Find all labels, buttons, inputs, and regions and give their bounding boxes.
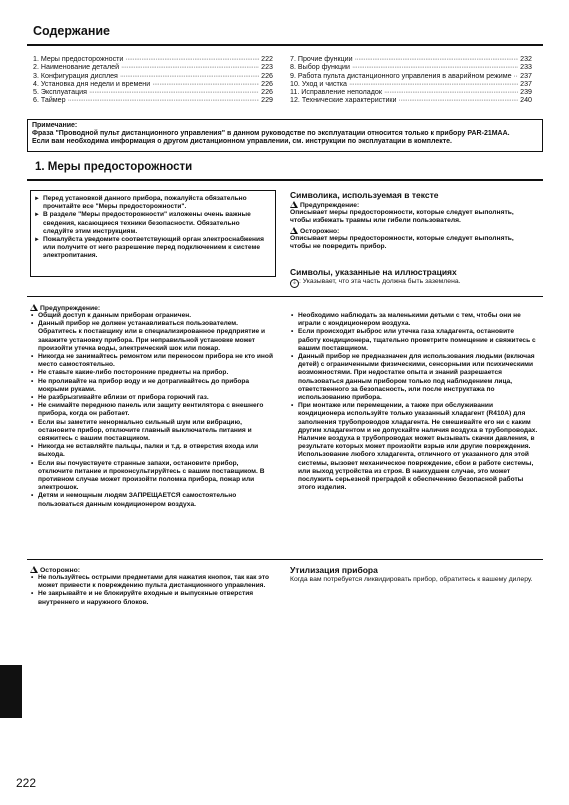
toc-entry: [290, 96, 532, 104]
divider-2: [27, 559, 543, 560]
toc-right: [290, 55, 532, 105]
toc-entry-label: 4. Установка дня недели и времени: [33, 79, 151, 88]
toc-entry-label: 1. Меры предосторожности: [33, 55, 124, 63]
toc-entry-page: 222: [261, 55, 273, 63]
toc-leader-dots: [352, 63, 518, 71]
toc-entry-label: 2. Наименование деталей: [33, 63, 120, 72]
toc-entry-label: 7. Прочие функции: [290, 55, 353, 63]
list-item: ► Перед установкой данного прибора, пожалуйста обязательно прочитайте все "Меры предосторожности".: [34, 195, 270, 211]
list-item: • Не проливайте на прибор воду и не дотрагивайтесь до прибора мокрыми руками.: [30, 378, 274, 394]
page-title: Содержание: [33, 24, 111, 38]
toc-entry-page: 229: [261, 96, 273, 105]
toc-entry-label: 12. Технические характеристики: [290, 96, 397, 105]
toc-entry: [290, 55, 532, 63]
caution-triangle-icon: [290, 227, 298, 234]
toc-leader-dots: [120, 72, 259, 80]
toc-entry-label: 6. Таймер: [33, 96, 66, 105]
list-item: • Не ставьте какие-либо посторонние предметы на прибор.: [30, 369, 274, 377]
list-item: • Данный прибор не предназначен для использования людьми (включая детей) с ограниченными физическими, сенсорными или психическими возможностями. При недостатке опыта и знаний разрешается пользоваться данным прибором только под наблюдением лица, ответственного за безопасность, или после инструктажа по использованию прибора.: [290, 353, 538, 402]
list-item: • Если вы почувствуете странные запахи, остановите прибор, отключите питание и проконсультируйтесь с вашим поставщиком. В противном случае может произойти поломка прибора, пожар или электрошок.: [30, 460, 274, 493]
list-item: • Детям и немощным людям ЗАПРЕЩАЕТСЯ самостоятельно пользоваться данным кондиционером воздуха.: [30, 492, 274, 508]
list-item: • Никогда не вставляйте пальцы, палки и т.д. в отверстия входа или выхода.: [30, 443, 274, 459]
toc-entry-page: 226: [261, 88, 273, 97]
toc-leader-dots: [121, 63, 259, 71]
toc-entry-page: 237: [520, 79, 532, 88]
list-item: • Не снимайте переднюю панель или защиту вентилятора с внешнего прибора, когда он работает.: [30, 402, 274, 418]
toc-entry: [290, 80, 532, 88]
toc-entry-page: 226: [261, 71, 273, 80]
list-item: • Необходимо наблюдать за маленькими детьми с тем, чтобы они не играли с кондиционером воздуха.: [290, 312, 538, 328]
toc-entry: [290, 63, 532, 71]
section-title: 1. Меры предосторожности: [35, 161, 193, 173]
caution-list: [30, 574, 274, 607]
list-item: • Общий доступ к данным приборам ограничен.: [30, 312, 274, 320]
toc-leader-dots: [355, 55, 519, 63]
toc-leader-dots: [399, 96, 519, 104]
toc-leader-dots: [514, 72, 519, 80]
warning-triangle-icon: [290, 201, 298, 208]
toc-entry: [290, 88, 532, 96]
symbols-caution-label: Осторожно:: [300, 228, 340, 235]
toc-leader-dots: [349, 80, 518, 88]
toc-leader-dots: [125, 55, 259, 63]
toc-entry: [33, 88, 273, 96]
list-item: • Не закрывайте и не блокируйте входные и выпускные отверстия внутреннего и наружного блоков.: [30, 590, 274, 606]
disposal-text: Когда вам потребуется ликвидировать прибор, обратитесь к вашему дилеру.: [290, 576, 533, 583]
toc-entry-page: 223: [261, 63, 273, 72]
toc-entry: [33, 63, 273, 71]
list-item: • Не разбрызгивайте вблизи от прибора горючий газ.: [30, 394, 274, 402]
list-item: • При монтаже или перемещении, а также при обслуживании кондиционера используйте только указанный хладагент (R410A) для заполнения трубопроводов хладагента. Не смешивайте его ни с каким другим хладагентом и не допускайте наличия воздуха в трубопроводах. Наличие воздуха в трубопроводах может вызывать скачки давления, в результате которых может произойти взрыв или другие повреждения. Использование любого хладагента, отличного от указанного для этой системы, вызовет механическое повреждение, сбои в работе системы, или выход устройства из строя. В наихудшем случае, это может послужить серьезной преградой к обеспечению безопасной работы этого изделия.: [290, 402, 538, 492]
section-rule: [27, 179, 543, 181]
toc-entry-label: 11. Исправление неполадок: [290, 88, 382, 97]
list-item: • Никогда не занимайтесь ремонтом или переносом прибора не кто иной место самостоятельно.: [30, 353, 274, 369]
caution-triangle-icon: [30, 566, 38, 573]
page-number: 222: [16, 776, 37, 790]
toc-entry-label: 10. Уход и чистка: [290, 79, 347, 88]
illustrations-ground-text: : Указывает, что эта часть должна быть заземлена.: [299, 278, 461, 285]
toc-entry-page: 226: [261, 79, 273, 88]
warning-list-left: [30, 312, 274, 509]
caution-label-text: Осторожно:: [40, 567, 81, 574]
toc-entry: [33, 80, 273, 88]
list-item: • Данный прибор не должен устанавливаться пользователем. Обратитесь к поставщику или в специализированное предприятие и закажите установку прибора. При неправильной установке может произойти утечка воды, электрический шок или пожар.: [30, 320, 274, 353]
list-item: ► В разделе "Меры предосторожности" изложены очень важные сведения, касающиеся техники безопасности. Обязательно следуйте этим инструкциям.: [34, 211, 270, 236]
toc-entry: [33, 55, 273, 63]
section-tab-marker: [0, 665, 22, 718]
toc-entry-page: 232: [520, 55, 532, 63]
toc-entry-label: 3. Конфигурация дисплея: [33, 71, 118, 80]
divider-1: [27, 296, 543, 297]
illustrations-title: Символы, указанные на иллюстрациях: [290, 267, 457, 277]
toc-left: [33, 55, 273, 105]
toc-entry-page: 233: [520, 63, 532, 72]
ground-icon: ⏚: [291, 280, 297, 286]
symbols-warning-text: Описывает меры предосторожности, которые следует выполнять, чтобы избежать травмы или гибели пользователя.: [290, 209, 514, 225]
toc-entry-label: 5. Эксплуатация: [33, 88, 87, 97]
intro-bullets: [34, 195, 270, 261]
list-item: • Если происходит выброс или утечка газа хладагента, остановите работу кондиционера, тщательно проветрите помещение и свяжитесь с вашим поставщиком.: [290, 328, 538, 353]
toc-entry-label: 9. Работа пульта дистанционного управления в аварийном режиме: [290, 71, 512, 80]
note-line2: Если вам необходима информация о другом дистанционном управлении, см. инструкции по эксплуатации в комплекте.: [32, 138, 453, 145]
toc-entry: [290, 72, 532, 80]
toc-entry-page: 237: [520, 71, 532, 80]
toc-leader-dots: [384, 88, 518, 96]
toc-leader-dots: [152, 80, 259, 88]
title-rule: [27, 44, 543, 46]
note-line1: Фраза "Проводной пульт дистанционного управления" в данном руководстве по эксплуатации относится только к прибору PAR-21MAA.: [32, 130, 510, 137]
toc-entry: [33, 96, 273, 104]
toc-entry-page: 240: [520, 96, 532, 105]
toc-entry-label: 8. Выбор функции: [290, 63, 350, 72]
symbols-warning-label: Предупреждение:: [300, 202, 360, 209]
list-item: ► Пожалуйста уведомите соответствующий орган электроснабжения или получите от него разрешение перед подключением к системе электропитания.: [34, 236, 270, 261]
warning-triangle-icon: [30, 304, 38, 311]
list-item: • Если вы заметите ненормально сильный шум или вибрацию, остановите прибор, отключите главный выключатель питания и свяжитесь с вашим поставщиком.: [30, 419, 274, 444]
symbols-caution-text: Описывает меры предосторожности, которые следует выполнять, чтобы не повредить прибор.: [290, 235, 514, 251]
symbols-title: Символика, используемая в тексте: [290, 190, 439, 200]
toc-entry: [33, 72, 273, 80]
warning-list-right: [290, 312, 538, 492]
note-title: Примечание:: [32, 122, 78, 129]
toc-leader-dots: [68, 96, 260, 104]
list-item: • Не пользуйтесь острыми предметами для нажатия кнопок, так как это может привести к повреждению пульта дистанционного управления.: [30, 574, 274, 590]
warning-label-text: Предупреждение:: [40, 305, 101, 312]
illustrations-ground: [290, 278, 535, 288]
toc-entry-page: 239: [520, 88, 532, 97]
disposal-title: Утилизация прибора: [290, 565, 378, 575]
toc-leader-dots: [89, 88, 259, 96]
